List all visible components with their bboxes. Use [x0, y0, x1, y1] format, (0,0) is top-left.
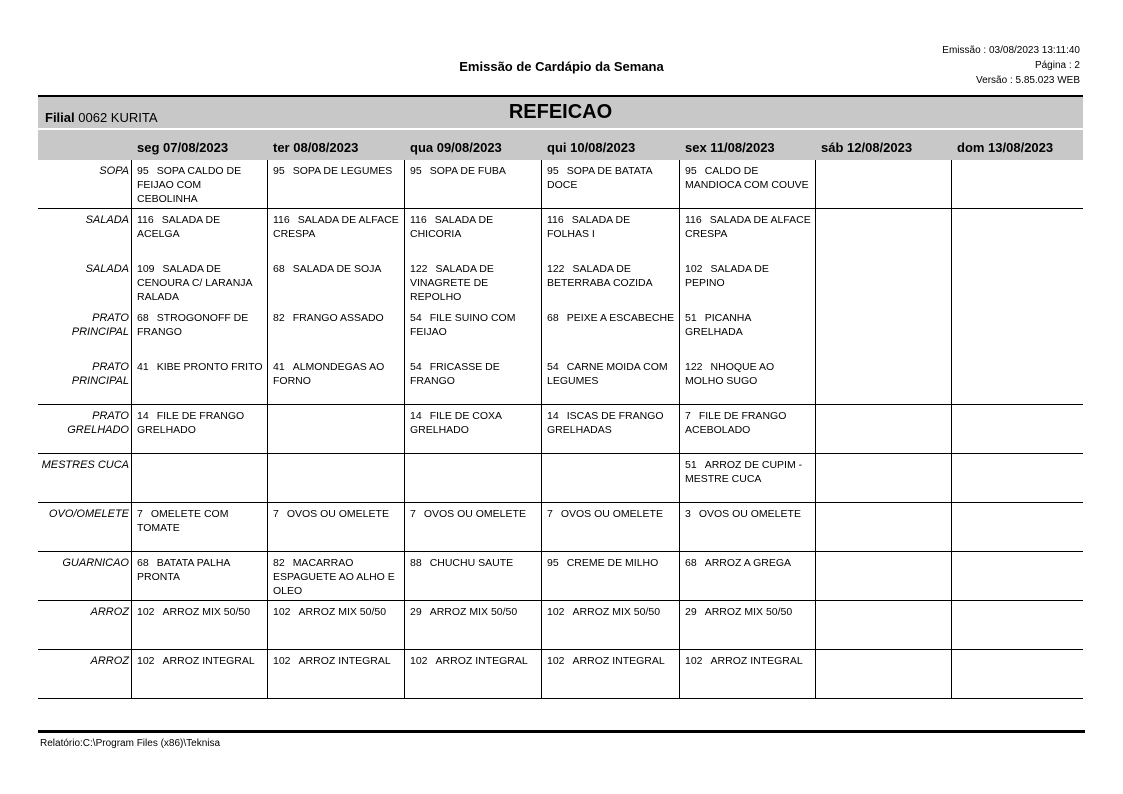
menu-item-code: 122	[547, 263, 565, 275]
column-divider	[951, 160, 952, 699]
menu-item	[410, 409, 537, 437]
menu-item-code: 41	[273, 361, 285, 373]
report-meta	[942, 43, 1080, 88]
menu-item	[685, 164, 811, 192]
menu-item-code: 82	[273, 312, 285, 324]
column-divider	[404, 160, 405, 699]
menu-item-name: KIBE PRONTO FRITO	[156, 361, 263, 373]
menu-item-code: 14	[547, 410, 559, 422]
day-header: dom 13/08/2023	[957, 140, 1054, 155]
day-header: sex 11/08/2023	[685, 140, 775, 155]
section-band	[38, 97, 1083, 128]
menu-item-name: ARROZ INTEGRAL	[710, 655, 803, 667]
menu-item-code: 116	[547, 214, 564, 226]
row-label: SALADA	[85, 214, 129, 226]
menu-item-code: 54	[410, 361, 422, 373]
menu-item	[137, 213, 263, 241]
menu-item-name: ARROZ MIX 50/50	[162, 606, 251, 618]
menu-item	[410, 311, 537, 339]
filial-value: 0062 KURITA	[78, 110, 158, 125]
menu-item-code: 95	[137, 165, 149, 177]
menu-item	[685, 360, 811, 388]
menu-item	[685, 409, 811, 437]
menu-item	[547, 409, 675, 437]
menu-item-name: ARROZ DE CUPIM - MESTRE CUCA	[685, 459, 803, 485]
menu-item-code: 109	[137, 263, 155, 275]
menu-item	[547, 311, 675, 325]
menu-item-name: ARROZ INTEGRAL	[162, 655, 255, 667]
row-divider	[38, 698, 1083, 699]
day-header: qua 09/08/2023	[410, 140, 502, 155]
menu-grid	[38, 160, 1083, 700]
menu-item-code: 29	[685, 606, 697, 618]
menu-item	[685, 507, 811, 521]
row-label: SALADA	[85, 263, 129, 275]
menu-item-name: OVOS OU OMELETE	[560, 508, 663, 520]
menu-item-name: ARROZ INTEGRAL	[298, 655, 391, 667]
menu-item	[547, 360, 675, 388]
menu-item-name: OVOS OU OMELETE	[286, 508, 389, 520]
menu-item-code: 51	[685, 459, 697, 471]
menu-item-code: 54	[410, 312, 422, 324]
menu-item	[685, 311, 811, 339]
menu-item-code: 7	[547, 508, 553, 520]
menu-item-name: SOPA DE LEGUMES	[292, 165, 393, 177]
menu-item-name: STROGONOFF DE FRANGO	[137, 312, 249, 338]
row-label: OVO/OMELETE	[48, 508, 129, 520]
menu-item	[137, 507, 263, 535]
menu-item-name: PEIXE A ESCABECHE	[566, 312, 675, 324]
menu-item-name: ARROZ MIX 50/50	[572, 606, 661, 618]
menu-item	[137, 311, 263, 339]
menu-item	[273, 360, 400, 388]
menu-item	[547, 507, 675, 521]
row-divider	[38, 551, 1083, 552]
menu-item-code: 3	[685, 508, 691, 520]
row-divider	[38, 600, 1083, 601]
menu-item-code: 122	[410, 263, 428, 275]
report-title: Emissão de Cardápio da Semana	[459, 59, 664, 74]
menu-item-code: 95	[685, 165, 697, 177]
menu-item-code: 95	[547, 557, 559, 569]
menu-item-code: 122	[685, 361, 703, 373]
menu-item-code: 116	[685, 214, 702, 226]
menu-item-name: BATATA PALHA PRONTA	[137, 557, 230, 583]
menu-item-code: 95	[273, 165, 285, 177]
menu-item-code: 7	[410, 508, 416, 520]
menu-item	[410, 262, 537, 304]
menu-item-name: SOPA CALDO DE FEIJAO COM CEBOLINHA	[137, 165, 242, 205]
menu-item-code: 68	[685, 557, 697, 569]
menu-item	[685, 605, 811, 619]
menu-item-name: FILE SUINO COM FEIJAO	[410, 312, 516, 338]
menu-item-code: 116	[410, 214, 427, 226]
menu-item	[273, 311, 400, 325]
menu-item	[410, 213, 537, 241]
menu-item-code: 68	[137, 312, 149, 324]
menu-item	[273, 507, 400, 521]
menu-item-name: ARROZ INTEGRAL	[572, 655, 665, 667]
row-divider	[38, 404, 1083, 405]
menu-item	[547, 213, 675, 241]
page-number: Página : 2	[1034, 60, 1080, 71]
menu-item	[410, 164, 537, 178]
menu-item	[410, 507, 537, 521]
menu-item	[547, 605, 675, 619]
menu-item-name: OVOS OU OMELETE	[423, 508, 526, 520]
menu-item-code: 102	[410, 655, 428, 667]
menu-item-code: 102	[547, 655, 565, 667]
menu-item	[137, 164, 263, 206]
menu-item-name: SALADA DE CENOURA C/ LARANJA RALADA	[137, 263, 252, 303]
menu-item	[273, 262, 400, 276]
menu-item	[273, 556, 400, 598]
row-label: PRATO GRELHADO	[67, 410, 129, 436]
menu-item-name: MACARRAO ESPAGUETE AO ALHO E OLEO	[273, 557, 395, 597]
menu-item-name: SOPA DE FUBA	[429, 165, 506, 177]
menu-item-name: SALADA DE BETERRABA COZIDA	[547, 263, 653, 289]
section-title: REFEICAO	[508, 101, 613, 123]
row-label: ARROZ	[90, 606, 129, 618]
menu-item	[273, 164, 400, 178]
menu-item	[410, 654, 537, 668]
day-header: seg 07/08/2023	[137, 140, 229, 155]
menu-item-code: 68	[273, 263, 285, 275]
row-divider	[38, 208, 1083, 209]
menu-item	[410, 556, 537, 570]
column-divider	[541, 160, 542, 699]
report-path: Relatório:C:\Program Files (x86)\Teknisa	[40, 738, 221, 749]
menu-item-code: 102	[685, 263, 703, 275]
menu-item-name: ARROZ A GREGA	[704, 557, 792, 569]
menu-item-code: 102	[685, 655, 703, 667]
menu-item	[273, 213, 400, 241]
emission-date: Emissão : 03/08/2023 13:11:40	[942, 45, 1080, 56]
column-divider	[679, 160, 680, 699]
menu-item	[685, 262, 811, 290]
menu-item	[685, 213, 811, 241]
menu-item	[137, 409, 263, 437]
menu-item-name: ARROZ MIX 50/50	[704, 606, 793, 618]
row-label: PRATO PRINCIPAL	[71, 361, 129, 387]
menu-item	[547, 556, 675, 570]
menu-item-name: FILE DE FRANGO GRELHADO	[137, 410, 245, 436]
menu-item-name: PICANHA GRELHADA	[685, 312, 751, 338]
column-divider	[267, 160, 268, 699]
menu-item	[547, 262, 675, 290]
day-header: sáb 12/08/2023	[821, 140, 913, 155]
menu-item-name: FILE DE FRANGO ACEBOLADO	[685, 410, 787, 436]
menu-item-name: SALADA DE ALFACE CRESPA	[685, 214, 811, 240]
row-label: GUARNICAO	[62, 557, 129, 569]
day-header: qui 10/08/2023	[547, 140, 636, 155]
menu-item-name: NHOQUE AO MOLHO SUGO	[685, 361, 775, 387]
bottom-rule	[38, 730, 1085, 733]
menu-item-name: SALADA DE ACELGA	[137, 214, 221, 240]
menu-item-code: 14	[410, 410, 422, 422]
menu-item	[137, 605, 263, 619]
menu-item-code: 54	[547, 361, 559, 373]
menu-item-name: ARROZ INTEGRAL	[435, 655, 528, 667]
menu-item-code: 102	[137, 655, 155, 667]
menu-item	[547, 164, 675, 192]
menu-item-name: SALADA DE CHICORIA	[410, 214, 494, 240]
menu-item	[410, 360, 537, 388]
row-divider	[38, 649, 1083, 650]
menu-item-code: 116	[137, 214, 154, 226]
menu-item-code: 102	[273, 655, 291, 667]
menu-item	[137, 262, 263, 304]
day-header: ter 08/08/2023	[273, 140, 359, 155]
version: Versão : 5.85.023 WEB	[976, 75, 1080, 86]
menu-item	[137, 556, 263, 584]
menu-item-name: FILE DE COXA GRELHADO	[410, 410, 502, 436]
menu-item-code: 82	[273, 557, 285, 569]
menu-item-name: SALADA DE ALFACE CRESPA	[273, 214, 399, 240]
menu-item-name: SALADA DE SOJA	[292, 263, 382, 275]
menu-item-name: ALMONDEGAS AO FORNO	[273, 361, 385, 387]
menu-item-code: 7	[685, 410, 691, 422]
menu-item-code: 29	[410, 606, 422, 618]
row-label: PRATO PRINCIPAL	[71, 312, 129, 338]
column-divider	[815, 160, 816, 699]
menu-item	[273, 654, 400, 668]
menu-item-code: 7	[273, 508, 279, 520]
column-divider	[131, 160, 132, 699]
menu-item	[410, 605, 537, 619]
menu-item-name: FRICASSE DE FRANGO	[410, 361, 500, 387]
menu-item-code: 41	[137, 361, 149, 373]
menu-item-code: 95	[547, 165, 559, 177]
menu-item-code: 68	[547, 312, 559, 324]
menu-item-name: ISCAS DE FRANGO GRELHADAS	[547, 410, 664, 436]
menu-item-name: ARROZ MIX 50/50	[429, 606, 518, 618]
menu-item-name: CALDO DE MANDIOCA COM COUVE	[685, 165, 809, 191]
row-label: ARROZ	[90, 655, 129, 667]
menu-item	[137, 360, 263, 374]
menu-item-code: 88	[410, 557, 422, 569]
menu-item-name: CREME DE MILHO	[566, 557, 659, 569]
menu-item-code: 51	[685, 312, 697, 324]
row-label: MESTRES CUCA	[41, 459, 129, 471]
menu-item-name: SALADA DE FOLHAS I	[547, 214, 631, 240]
filial-label: Filial	[45, 110, 75, 125]
menu-item	[685, 556, 811, 570]
menu-item-name: CARNE MOIDA COM LEGUMES	[547, 361, 668, 387]
menu-item	[137, 654, 263, 668]
menu-item-name: SALADA DE VINAGRETE DE REPOLHO	[410, 263, 494, 303]
menu-item-code: 116	[273, 214, 290, 226]
row-label: SOPA	[99, 165, 129, 177]
menu-item-code: 102	[547, 606, 565, 618]
menu-item-name: ARROZ MIX 50/50	[298, 606, 387, 618]
menu-item-code: 102	[137, 606, 155, 618]
menu-item-code: 7	[137, 508, 143, 520]
menu-item-code: 68	[137, 557, 149, 569]
menu-item-code: 14	[137, 410, 149, 422]
menu-item-name: OVOS OU OMELETE	[698, 508, 801, 520]
menu-item	[273, 605, 400, 619]
menu-item-name: CHUCHU SAUTE	[429, 557, 514, 569]
days-header	[38, 130, 1083, 160]
menu-item	[547, 654, 675, 668]
menu-item-name: SALADA DE PEPINO	[685, 263, 769, 289]
menu-item-code: 95	[410, 165, 422, 177]
menu-item-name: FRANGO ASSADO	[292, 312, 384, 324]
menu-item-name: OMELETE COM TOMATE	[137, 508, 229, 534]
menu-item	[685, 654, 811, 668]
row-divider	[38, 502, 1083, 503]
row-divider	[38, 453, 1083, 454]
menu-item-code: 102	[273, 606, 291, 618]
menu-item-name: SOPA DE BATATA DOCE	[547, 165, 653, 191]
menu-item	[685, 458, 811, 486]
